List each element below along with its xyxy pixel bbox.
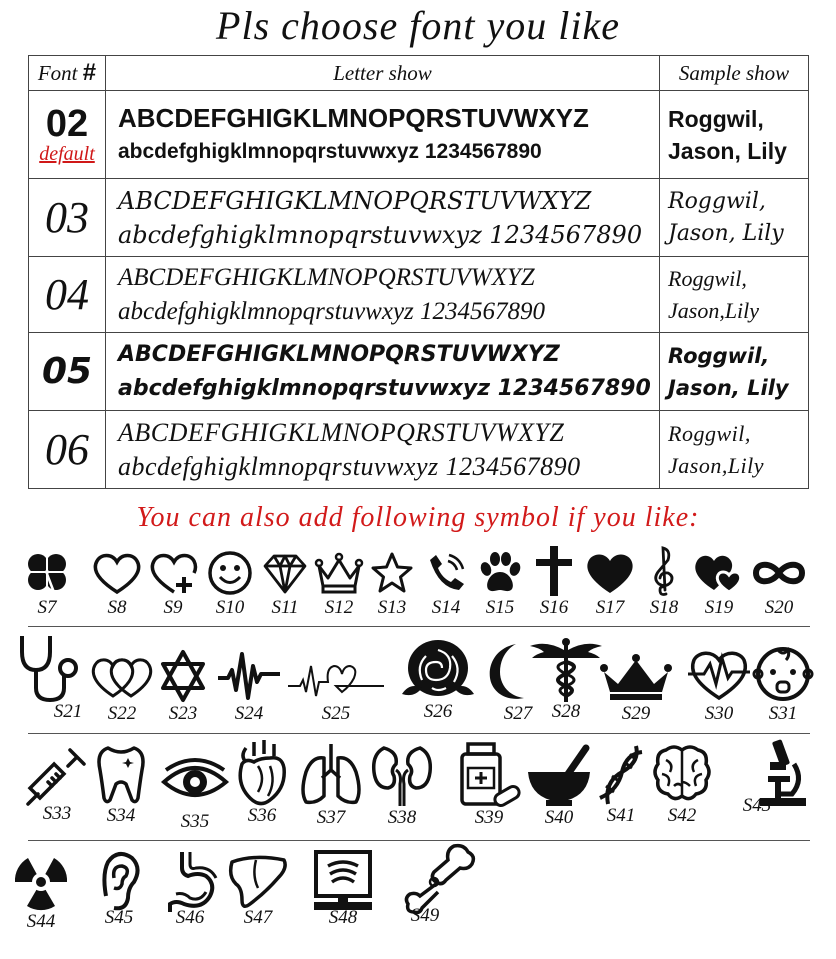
symbol-s40[interactable] xyxy=(524,744,594,828)
symbol-s39[interactable] xyxy=(454,740,524,828)
bone-joint-icon xyxy=(398,842,478,914)
smiley-face-icon xyxy=(205,548,255,598)
symbol-label: S19 xyxy=(704,597,734,618)
row-divider xyxy=(28,733,810,734)
two-hearts-outline-icon xyxy=(87,650,157,704)
symbol-s29[interactable] xyxy=(598,652,674,724)
symbol-s15[interactable] xyxy=(475,548,525,618)
liver-icon xyxy=(226,848,290,914)
font-number: 05 xyxy=(29,333,106,411)
symbol-s37[interactable] xyxy=(298,740,364,828)
stomach-icon xyxy=(162,848,218,914)
symbol-label: S46 xyxy=(175,907,205,928)
eye-icon xyxy=(160,752,230,808)
symbol-label: S10 xyxy=(215,597,245,618)
symbol-label: S20 xyxy=(764,597,794,618)
symbol-s10[interactable] xyxy=(205,548,255,618)
sample-show: Roggwil, Jason, Lily xyxy=(660,333,809,411)
symbol-label: S23 xyxy=(168,703,198,724)
symbol-s8[interactable] xyxy=(91,548,143,618)
heartbeat-line-icon xyxy=(216,648,282,704)
heart-pulse-icon xyxy=(686,644,752,704)
symbol-s13[interactable] xyxy=(368,548,416,618)
symbol-label: S37 xyxy=(316,807,346,828)
symbol-s7[interactable] xyxy=(22,548,72,618)
symbol-label: S18 xyxy=(649,597,679,618)
symbol-label: S34 xyxy=(106,805,136,826)
symbol-s45[interactable] xyxy=(94,848,144,928)
symbol-label: S38 xyxy=(387,807,417,828)
symbol-label: S48 xyxy=(328,907,358,928)
letter-show: ABCDEFGHIGKLMNOPQRSTUVWXYZ abcdefghigklmnopqrstuvwxyz 1234567890 xyxy=(106,257,660,333)
table-row[interactable] xyxy=(29,91,809,179)
font-number: 02 default xyxy=(29,91,106,179)
letter-show: ABCDEFGHIGKLMNOPQRSTUVWXYZ abcdefghigklmnopqrstuvwxyz 1234567890 xyxy=(106,179,660,257)
symbol-s33[interactable] xyxy=(22,740,92,824)
table-header-row xyxy=(29,56,809,91)
symbol-label: S24 xyxy=(234,703,264,724)
symbol-label: S30 xyxy=(704,703,734,724)
symbol-label: S15 xyxy=(485,597,515,618)
page-title: Pls choose font you like xyxy=(216,3,620,48)
symbol-label: S26 xyxy=(423,701,453,722)
symbol-s25[interactable] xyxy=(286,652,386,724)
symbol-label: S28 xyxy=(551,701,581,722)
brain-icon xyxy=(652,742,712,808)
letter-show: ABCDEFGHIGKLMNOPQRSTUVWXYZ abcdefghigklmnopqrstuvwxyz 1234567890 xyxy=(106,91,660,179)
symbol-label: S49 xyxy=(410,905,440,926)
symbol-s34[interactable] xyxy=(94,742,148,826)
font-number: 03 xyxy=(29,179,106,257)
ear-icon xyxy=(94,848,144,914)
font-number: 04 xyxy=(29,257,106,333)
treble-clef-icon xyxy=(644,544,684,598)
heartbeat-heart-line-icon xyxy=(286,652,386,704)
symbol-s28[interactable] xyxy=(526,636,606,722)
symbol-s17[interactable] xyxy=(584,548,636,618)
sample-show: Roggwil, Jason,Lily xyxy=(660,411,809,489)
syringe-icon xyxy=(22,740,92,810)
symbol-s18[interactable] xyxy=(644,544,684,618)
table-row[interactable] xyxy=(29,333,809,411)
row-divider xyxy=(28,626,810,627)
symbol-s43[interactable] xyxy=(730,736,810,816)
symbol-s46[interactable] xyxy=(162,848,218,928)
symbol-s47[interactable] xyxy=(226,848,290,928)
table-row[interactable] xyxy=(29,411,809,489)
lungs-icon xyxy=(298,740,364,810)
symbol-s16[interactable] xyxy=(530,544,578,618)
sample-show-header: Sample show xyxy=(660,56,809,91)
symbol-label: S21 xyxy=(53,701,83,722)
four-leaf-clover-icon xyxy=(22,548,72,598)
crown-filled-icon xyxy=(598,652,674,704)
symbol-label: S29 xyxy=(621,703,651,724)
symbol-s11[interactable] xyxy=(260,548,310,618)
symbol-label: S16 xyxy=(539,597,569,618)
symbol-label: S43 xyxy=(742,795,772,816)
symbol-label: S36 xyxy=(247,805,277,826)
symbol-s41[interactable] xyxy=(596,742,646,826)
symbol-label: S11 xyxy=(271,597,299,618)
star-outline-icon xyxy=(368,548,416,598)
symbol-label: S39 xyxy=(474,807,504,828)
font-table xyxy=(28,55,809,489)
anatomical-heart-icon xyxy=(232,738,292,810)
symbol-label: S31 xyxy=(768,703,798,724)
sample-show: Roggwil, Jason,Lily xyxy=(660,257,809,333)
symbol-s38[interactable] xyxy=(370,740,434,828)
symbol-label: S17 xyxy=(595,597,625,618)
table-row[interactable] xyxy=(29,257,809,333)
letter-show: ABCDEFGHIGKLMNOPQRSTUVWXYZ abcdefghigklmnopqrstuvwxyz 1234567890 xyxy=(106,411,660,489)
heart-filled-icon xyxy=(584,548,636,598)
star-of-david-icon xyxy=(160,648,206,704)
rose-icon xyxy=(396,636,480,704)
heart-outline-icon xyxy=(91,548,143,598)
symbol-s12[interactable] xyxy=(313,548,365,618)
symbol-label: S22 xyxy=(107,703,137,724)
font-number: 06 xyxy=(29,411,106,489)
symbol-label: S47 xyxy=(243,907,273,928)
symbol-label: S12 xyxy=(324,597,354,618)
symbol-s26[interactable] xyxy=(396,636,480,722)
symbol-s14[interactable] xyxy=(421,548,471,618)
symbol-section-title: You can also add following symbol if you like: xyxy=(136,502,700,533)
font-number-header: Font # xyxy=(29,56,106,91)
symbol-label: S33 xyxy=(42,803,72,824)
symbol-s48[interactable] xyxy=(310,848,376,928)
medicine-bottle-icon xyxy=(454,740,524,810)
symbol-s35[interactable] xyxy=(160,752,230,832)
symbol-s20[interactable] xyxy=(748,548,810,618)
symbol-label: S44 xyxy=(26,911,56,932)
symbol-s30[interactable] xyxy=(686,644,752,724)
double-heart-icon xyxy=(692,548,746,598)
phone-icon xyxy=(421,548,471,598)
symbol-s22[interactable] xyxy=(87,650,157,724)
symbol-label: S25 xyxy=(321,703,351,724)
symbol-label: S27 xyxy=(503,703,533,724)
symbol-label: S8 xyxy=(107,597,127,618)
symbol-s24[interactable] xyxy=(216,648,282,724)
diamond-icon xyxy=(260,548,310,598)
symbol-s44[interactable] xyxy=(14,850,68,932)
mortar-pestle-icon xyxy=(524,744,594,810)
cross-icon xyxy=(530,544,578,598)
symbol-s36[interactable] xyxy=(232,738,292,826)
symbol-label: S45 xyxy=(104,907,134,928)
symbol-s23[interactable] xyxy=(160,648,206,724)
symbol-s49[interactable] xyxy=(398,842,478,926)
dna-icon xyxy=(596,742,646,810)
heart-plus-icon xyxy=(148,548,198,598)
letter-show: ABCDEFGHIGKLMNOPQRSTUVWXYZ abcdefghigklmnopqrstuvwxyz 1234567890 xyxy=(106,333,660,411)
row-divider xyxy=(28,840,810,841)
sample-show: Roggwil, Jason, Lily xyxy=(660,179,809,257)
kidneys-icon xyxy=(370,740,434,810)
radiation-icon xyxy=(14,850,68,912)
default-tag: default xyxy=(39,142,95,165)
caduceus-icon xyxy=(526,636,606,704)
infinity-icon xyxy=(748,548,810,598)
stethoscope-icon xyxy=(14,630,84,706)
letter-show-header: Letter show xyxy=(106,56,660,91)
ultrasound-icon xyxy=(310,848,376,914)
symbol-label: S14 xyxy=(431,597,461,618)
baby-face-icon xyxy=(752,640,814,704)
symbol-label: S42 xyxy=(667,805,697,826)
symbol-label: S35 xyxy=(180,811,210,832)
symbol-label: S41 xyxy=(606,805,636,826)
symbol-s31[interactable] xyxy=(752,640,814,724)
symbol-s9[interactable] xyxy=(148,548,198,618)
symbol-s19[interactable] xyxy=(692,548,746,618)
sample-show: Roggwil, Jason, Lily xyxy=(660,91,809,179)
symbol-label: S9 xyxy=(163,597,183,618)
tooth-icon xyxy=(94,742,148,808)
table-row[interactable] xyxy=(29,179,809,257)
symbol-s42[interactable] xyxy=(652,742,712,826)
symbol-label: S13 xyxy=(377,597,407,618)
paw-print-icon xyxy=(475,548,525,598)
symbol-s21[interactable] xyxy=(14,630,84,722)
symbol-label: S7 xyxy=(37,597,57,618)
crown-outline-icon xyxy=(313,548,365,598)
symbol-label: S40 xyxy=(544,807,574,828)
